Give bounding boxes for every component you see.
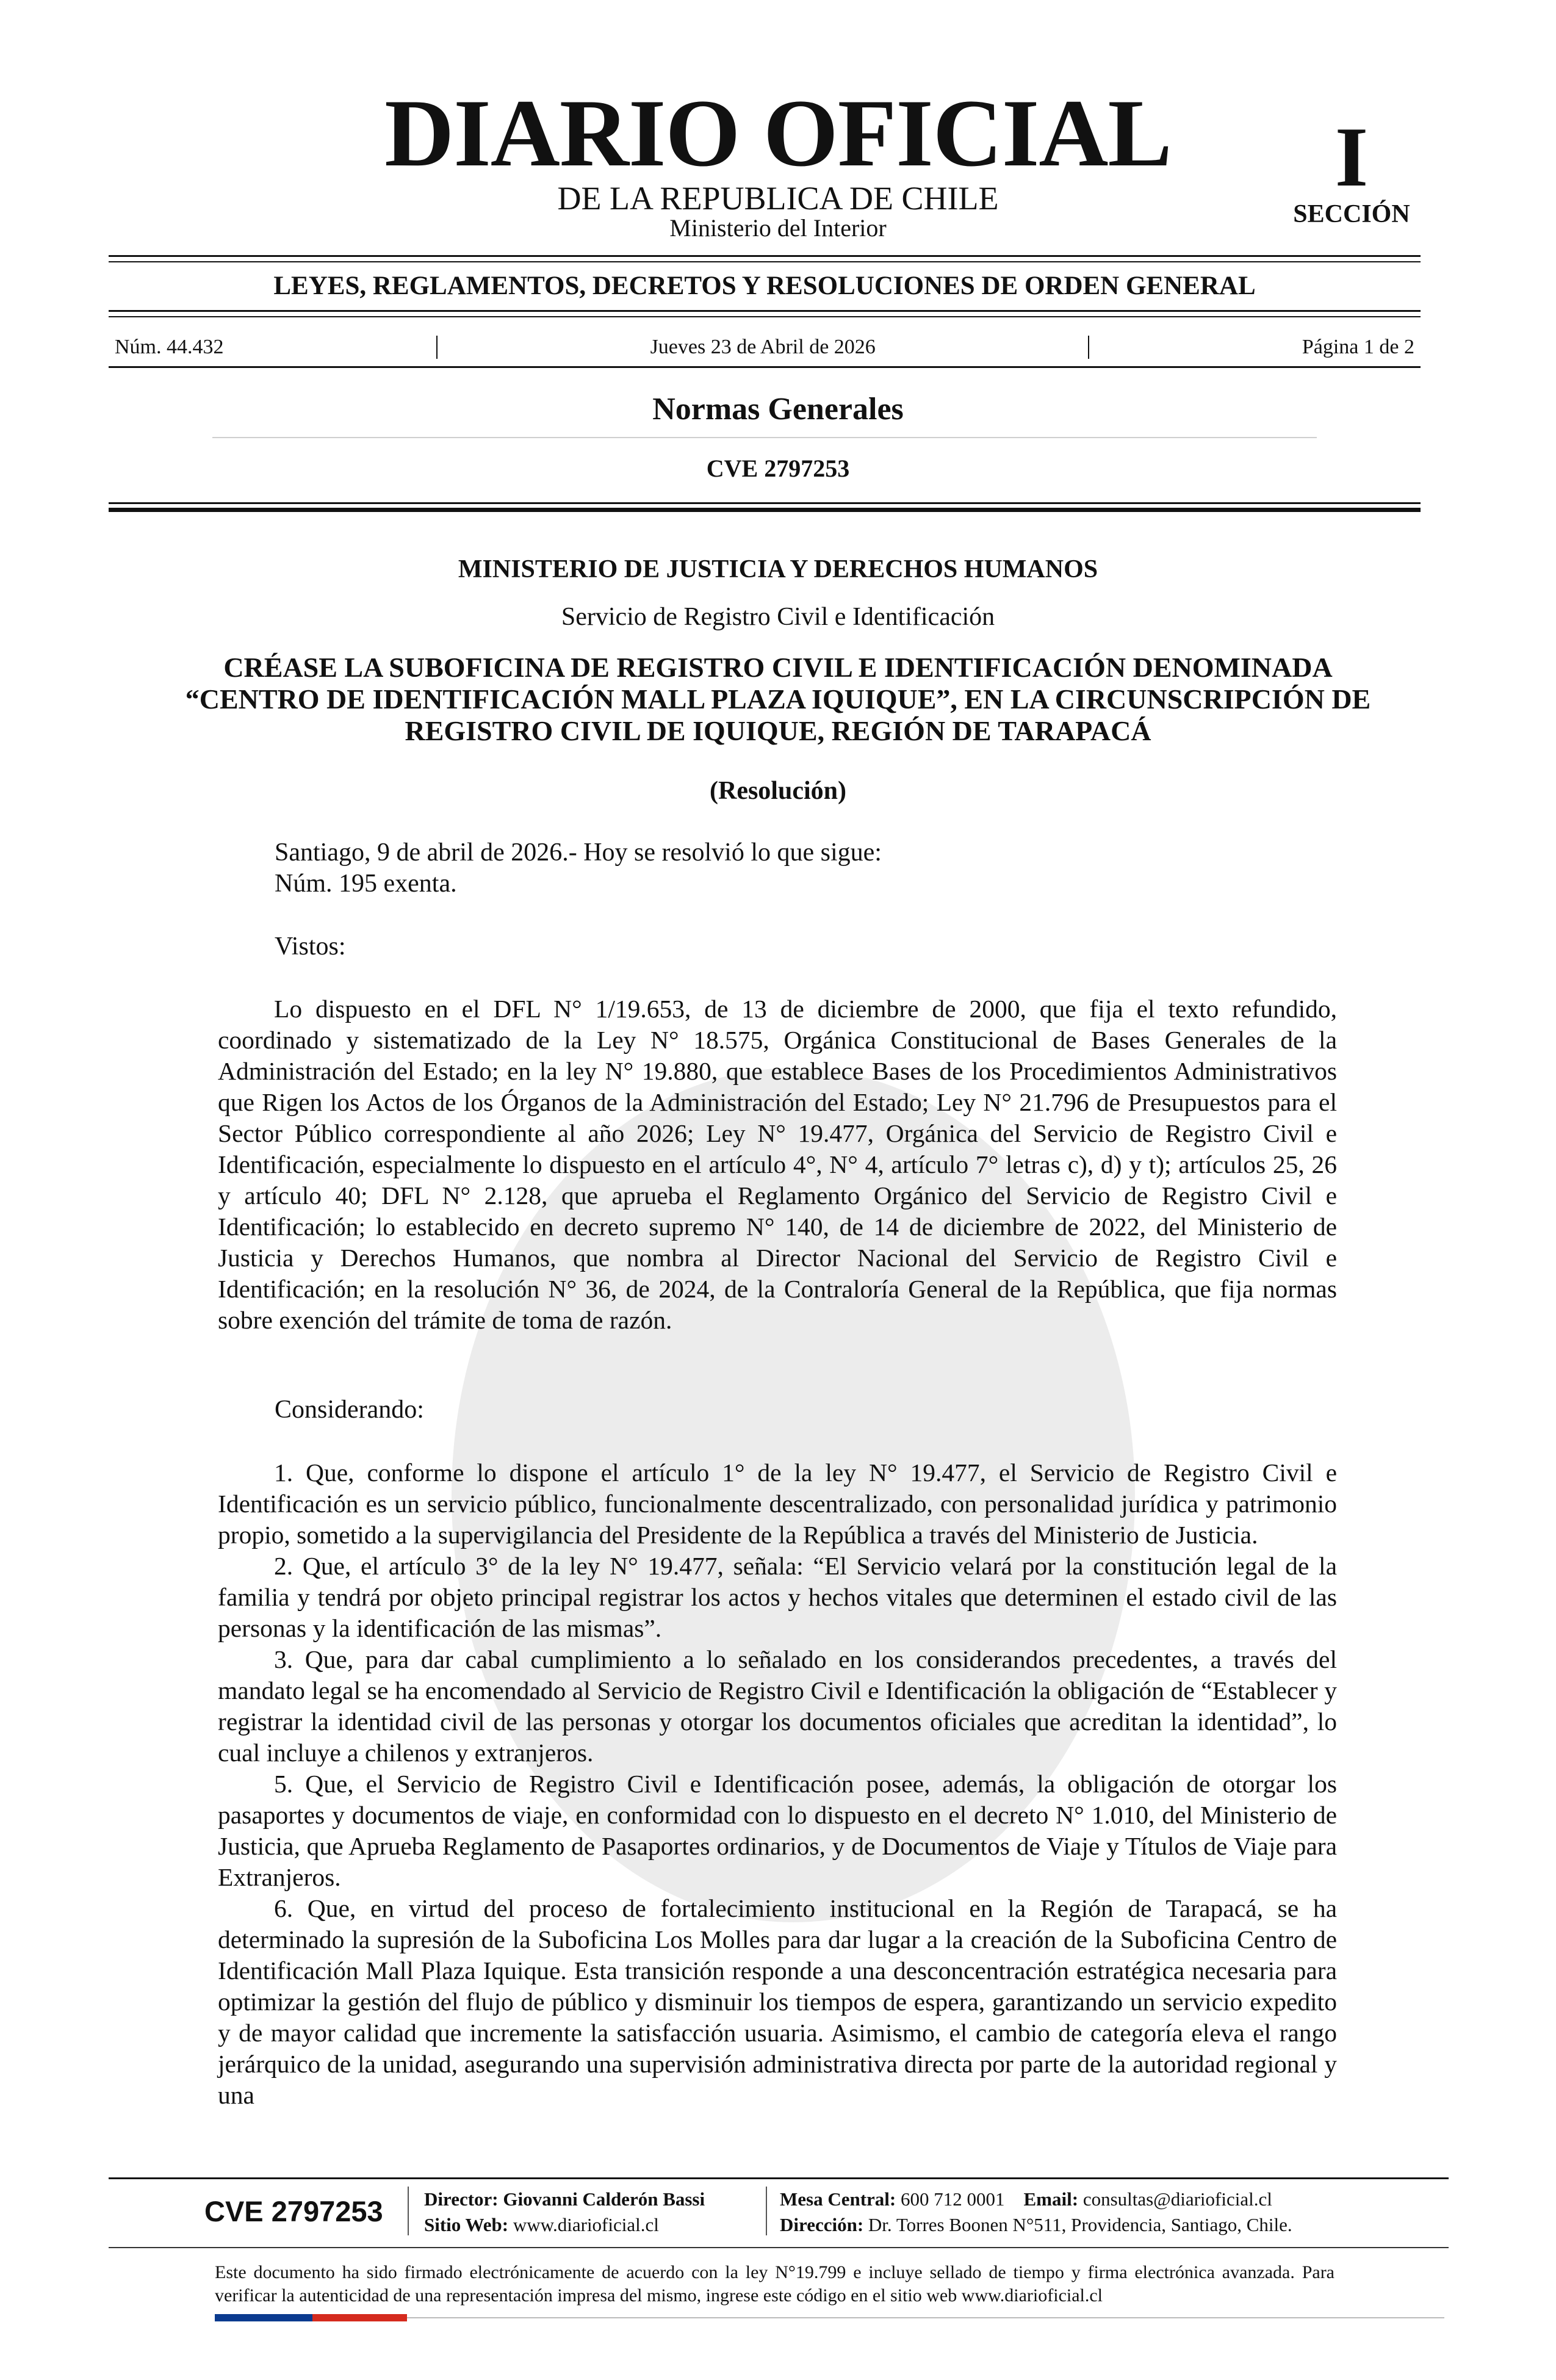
considerando-item: 5. Que, el Servicio de Registro Civil e Identificación posee, además, la obligación de otorgar los pasaportes y documentos de viaje, en conformidad con lo dispuesto en el decreto N° 1.010, del Ministerio de Justicia, que Aprueba Reglamento de Pasaportes ordinarios, y de Documentos de Viaje y Títulos de Viaje para Extranjeros. [218,1770,1337,1891]
considerando-item: 3. Que, para dar cabal cumplimiento a lo señalado en los considerandos precedentes, a través del mandato legal se ha encomendado al Servicio de Registro Civil e Identificación la obligación de “Establecer y registrar la identidad civil de las personas y otorgar los documentos oficiales que acreditan la identidad”, lo cual incluye a chilenos y extranjeros. [218,1645,1337,1767]
website-label: Sitio Web: [424,2214,509,2235]
director-label: Director: [424,2188,499,2210]
address-value: Dr. Torres Boonen N°511, Providencia, Santiago, Chile. [868,2214,1292,2235]
footer-cve: CVE 2797253 [204,2195,383,2227]
banner-rule-thin [109,316,1421,317]
info-rule [109,366,1421,368]
banner-rule [109,310,1421,312]
footer-signature-note: Este documento ha sido firmado electrónicamente de acuerdo con la ley N°19.799 e incluye sellado de tiempo y firma electrónica avanzada. Para verificar la autenticidad de una representación impresa del mismo, ingrese este código en el sitio web www.diarioficial.cl [215,2262,1334,2306]
considerandos-list [218,1457,1337,2111]
banner-heading: LEYES, REGLAMENTOS, DECRETOS Y RESOLUCIONES DE ORDEN GENERAL [273,272,1256,300]
mesa-value: 600 712 0001 [901,2188,1005,2210]
email-label: Email: [1023,2188,1079,2210]
masthead-ministry: Ministerio del Interior [669,214,887,242]
top-rule-thin [109,261,1421,262]
document-headline: CRÉASE LA SUBOFICINA DE REGISTRO CIVIL E IDENTIFICACIÓN DENOMINADA “CENTRO DE IDENTIFICACIÓN MALL PLAZA IQUIQUE”, EN LA CIRCUNSCRIPCIÓN DE REGISTRO CIVIL DE IQUIQUE, REGIÓN DE TARAPACÁ [185,652,1371,746]
cve-rule-thick [109,508,1421,512]
footer-divider [766,2187,767,2235]
cve-rule [109,502,1421,504]
email-link[interactable]: consultas@diarioficial.cl [1082,2188,1272,2210]
section-divider [212,437,1317,438]
flag-stripe-red [312,2314,407,2321]
vistos-label: Vistos: [275,932,346,961]
address-label: Dirección: [780,2214,864,2235]
mesa-label: Mesa Central: [780,2188,896,2210]
considerando-label: Considerando: [275,1396,424,1424]
flag-stripe-blue [215,2314,312,2321]
footer-bottom-line [407,2317,1444,2318]
vistos-paragraph [218,993,1337,1336]
footer-rule-2 [109,2247,1449,2248]
considerando-item: 6. Que, en virtud del proceso de fortalecimiento institucional en la Región de Tarapacá, se ha determinado la supresión de la Suboficina Los Molles para dar lugar a la creación de la Suboficina Centro de Identificación Mall Plaza Iquique. Esta transición responde a una desconcentración estratégica necesaria para optimizar la gestión del flujo de público y disminuir los tiempos de espera, garantizando un servicio expedito y de mayor calidad que incremente la satisfacción usuaria. Asimismo, el cambio de categoría eleva el rango jerárquico de la unidad, asegurando una supervisión administrativa directa por parte de la autoridad regional y una [218,1894,1337,2109]
resolution-label: (Resolución) [710,777,846,805]
section-label: SECCIÓN [1293,200,1410,228]
top-rule [109,255,1421,257]
issue-number: Núm. 44.432 [115,336,224,358]
divider [1088,336,1089,359]
issue-date: Jueves 23 de Abril de 2026 [650,336,876,358]
resolution-number: Núm. 195 exenta. [275,870,457,898]
footer-director-block [424,2187,705,2238]
page-indicator: Página 1 de 2 [1302,336,1414,358]
footer-contact-block [780,2187,1292,2238]
considerando-item: 1. Que, conforme lo dispone el artículo 1° de la ley N° 19.477, el Servicio de Registro Civil e Identificación es un servicio público, funcionalmente descentralizado, con personalidad jurídica y patrimonio propio, sometido a la supervigilancia del Presidente de la República a través del Ministerio de Justicia. [218,1459,1337,1549]
paragraph: Lo dispuesto en el DFL N° 1/19.653, de 13 de diciembre de 2000, que fija el texto refundido, coordinado y sistematizado de la Ley N° 18.575, Orgánica Constitucional de Bases Generales de la Administración del Estado; en la ley N° 19.880, que establece Bases de los Procedimientos Administrativos que Rigen los Actos de los Órganos de la Administración del Estado; Ley N° 21.796 de Presupuestos para el Sector Público correspondiente al año 2026; Ley N° 19.477, Orgánica del Servicio de Registro Civil e Identificación, especialmente lo dispuesto en el artículo 4°, N° 4, artículo 7° letras c), d) y t); artículos 25, 26 y artículo 40; DFL N° 2.128, que aprueba el Reglamento Orgánico del Servicio de Registro Civil e Identificación; lo establecido en decreto supremo N° 140, de 14 de diciembre de 2022, del Ministerio de Justicia y Derechos Humanos, que nombra al Director Nacional del Servicio de Registro Civil e Identificación; en la resolución N° 36, de 2024, de la Contraloría General de la República, que fija normas sobre exención del trámite de toma de razón. [218,995,1337,1334]
section-title: Normas Generales [652,392,904,427]
section-number: I [1334,110,1369,204]
divider [436,336,438,359]
cve-code: CVE 2797253 [706,455,850,482]
masthead-subtitle: DE LA REPUBLICA DE CHILE [557,180,999,217]
director-name: Giovanni Calderón Bassi [503,2188,705,2210]
issue-info-row [115,336,1414,359]
opening-line: Santiago, 9 de abril de 2026.- Hoy se resolvió lo que sigue: [275,838,882,867]
service-heading: Servicio de Registro Civil e Identificación [561,603,995,631]
footer-rule [109,2177,1449,2179]
considerando-item: 2. Que, el artículo 3° de la ley N° 19.477, señala: “El Servicio velará por la constitución legal de la familia y tendrá por objeto principal registrar los actos y hechos vitales que determinen el estado civil de las personas y la identificación de las mismas”. [218,1552,1337,1642]
ministry-heading: MINISTERIO DE JUSTICIA Y DERECHOS HUMANOS [458,555,1098,583]
masthead-title: DIARIO OFICIAL [384,80,1172,187]
footer-divider [408,2187,409,2235]
website-link[interactable]: www.diarioficial.cl [513,2214,659,2235]
